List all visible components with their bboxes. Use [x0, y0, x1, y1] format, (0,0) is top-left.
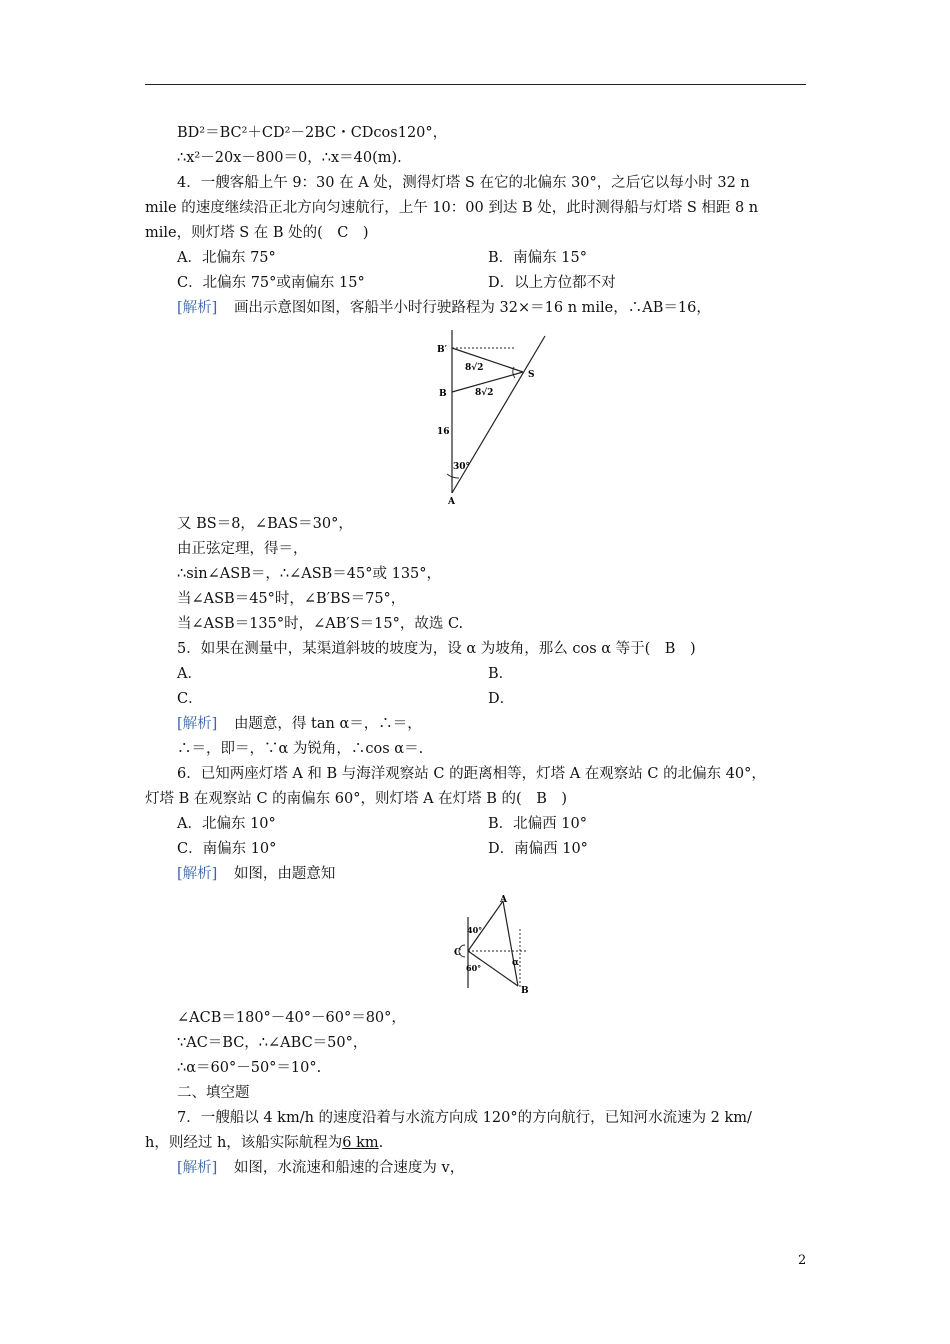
figure-lighthouse-directions: [448, 893, 538, 999]
analysis-tag: [解析]: [177, 866, 218, 882]
analysis-text: 如图，由题意知: [233, 866, 336, 882]
section-heading: 二、填空题: [177, 1085, 250, 1101]
label-60deg: 60°: [466, 963, 482, 973]
answer-blank: 6 km: [342, 1135, 379, 1151]
analysis-tag: [解析]: [177, 300, 218, 316]
analysis-line: [177, 1158, 464, 1178]
analysis-text: 画出示意图如图，客船半小时行驶路程为 32×＝16 n mile，∴AB＝16，: [233, 300, 711, 316]
text-line: ∴α＝60°－50°＝10°.: [177, 1060, 322, 1076]
question-5-line: 5．如果在测量中，某渠道斜坡的坡度为，设 α 为坡角，那么 cos α 等于( B ): [177, 641, 696, 657]
label-b-prime: B′: [437, 345, 447, 355]
analysis-line: [177, 714, 422, 734]
text-line: 当∠ASB＝135°时，∠AB′S＝15°，故选 C.: [177, 616, 464, 632]
option-a: A．北偏东 75°: [177, 250, 276, 266]
text-line: 又 BS＝8，∠BAS＝30°，: [177, 516, 353, 532]
option-c: C．北偏东 75°或南偏东 15°: [177, 275, 365, 291]
text-line: ∠ACB＝180°－40°－60°＝80°，: [177, 1010, 406, 1026]
label-8root2-top: 8√2: [465, 363, 484, 373]
label-b: B: [439, 389, 447, 399]
text-line: 由正弦定理，得＝，: [177, 541, 308, 557]
analysis-line: [177, 864, 335, 884]
question-4-line: mile 的速度继续沿正北方向匀速航行，上午 10：00 到达 B 处，此时测得船与灯塔 S 相距 8 n: [145, 200, 759, 216]
option-b: B．北偏西 10°: [488, 816, 587, 832]
figure-ship-lighthouse: [425, 328, 555, 508]
question-7-line: [145, 1133, 383, 1153]
option-c: C．南偏东 10°: [177, 841, 277, 857]
option-d: D．以上方位都不对: [488, 275, 616, 291]
label-16: 16: [437, 427, 450, 437]
label-8root2-bottom: 8√2: [475, 388, 494, 398]
label-40deg: 40°: [467, 925, 483, 935]
header-rule: [145, 84, 806, 85]
option-b: B．: [488, 666, 514, 682]
analysis-line: [177, 298, 711, 318]
text-line: ∴sin∠ASB＝，∴∠ASB＝45°或 135°，: [177, 566, 442, 582]
option-b: B．南偏东 15°: [488, 250, 587, 266]
analysis-text: 如图，水流速和船速的合速度为 v，: [233, 1160, 465, 1176]
text-line: ∵AC＝BC，∴∠ABC＝50°，: [177, 1035, 368, 1051]
text-line: 当∠ASB＝45°时，∠B′BS＝75°，: [177, 591, 406, 607]
option-d: D．: [488, 691, 515, 707]
period: .: [378, 1135, 384, 1151]
label-a: A: [500, 895, 507, 905]
question-7-line: 7．一艘船以 4 km/h 的速度沿着与水流方向成 120°的方向航行，已知河水流速为 2 km/: [177, 1110, 752, 1126]
question-6-line: 灯塔 B 在观察站 C 的南偏东 60°，则灯塔 A 在灯塔 B 的( B ): [145, 791, 568, 807]
label-a: A: [448, 497, 455, 507]
label-alpha: α: [512, 958, 519, 968]
label-s: S: [528, 370, 535, 380]
analysis-text: 由题意，得 tan α＝，∴＝，: [233, 716, 422, 732]
question-7-text: h，则经过 h，该船实际航程为: [145, 1135, 343, 1151]
text-line: ∴＝，即＝，∵α 为锐角，∴cos α＝.: [177, 741, 424, 757]
analysis-tag: [解析]: [177, 716, 218, 732]
text-line: BD²＝BC²＋CD²－2BC・CDcos120°，: [177, 125, 448, 141]
label-30deg: 30°: [453, 462, 471, 472]
question-6-line: 6．已知两座灯塔 A 和 B 与海洋观察站 C 的距离相等，灯塔 A 在观察站 C 的北偏东 40°，: [177, 766, 766, 782]
label-b: B: [521, 986, 529, 996]
option-d: D．南偏西 10°: [488, 841, 588, 857]
text-line: ∴x²－20x－800＝0，∴x＝40(m).: [177, 150, 402, 166]
page-number: 2: [798, 1253, 807, 1268]
option-a: A．: [177, 666, 202, 682]
option-a: A．北偏东 10°: [177, 816, 276, 832]
question-4-line: 4．一艘客船上午 9：30 在 A 处，测得灯塔 S 在它的北偏东 30°，之后它以每小时 32 n: [177, 175, 750, 191]
question-4-line: mile，则灯塔 S 在 B 处的( C ): [145, 225, 369, 241]
label-c: C: [454, 948, 462, 958]
analysis-tag: [解析]: [177, 1160, 218, 1176]
option-c: C．: [177, 691, 203, 707]
